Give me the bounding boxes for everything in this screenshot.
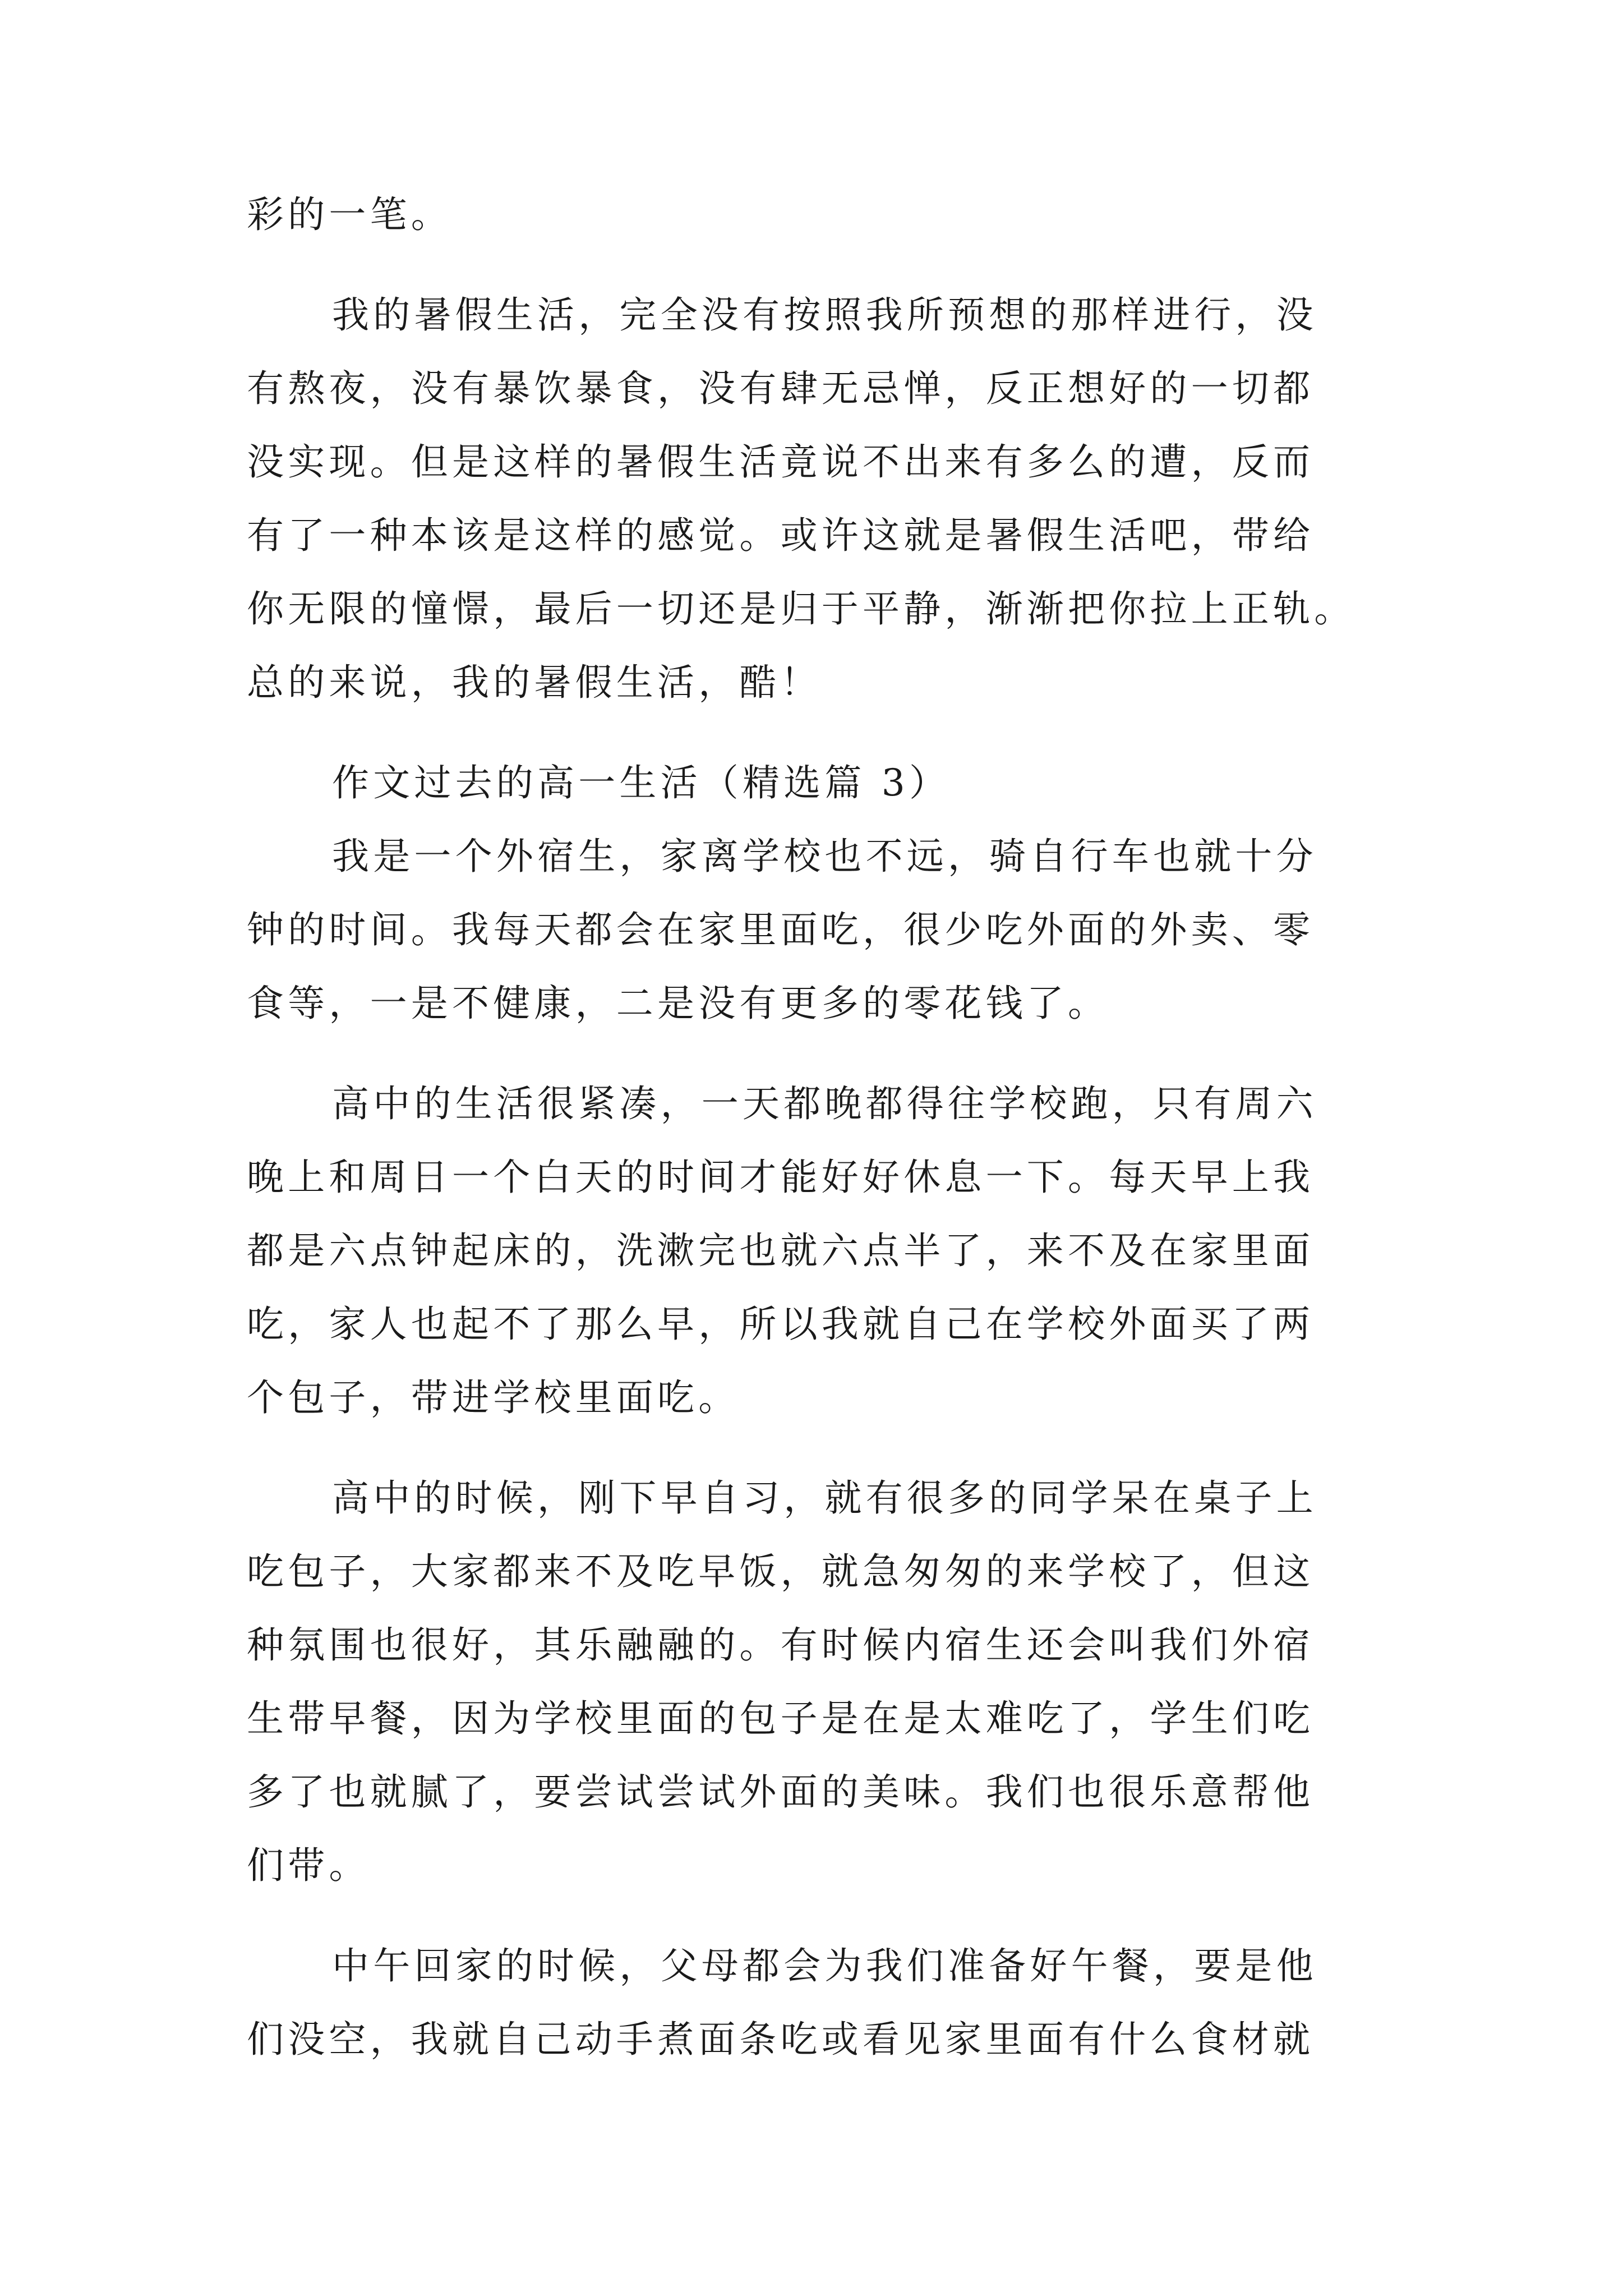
- text-line: 彩的一笔。: [247, 193, 452, 236]
- text-line: 吃，家人也起不了那么早，所以我就自己在学校外面买了两: [247, 1303, 1315, 1346]
- text-line: 多了也就腻了，要尝试尝试外面的美味。我们也很乐意帮他: [247, 1770, 1315, 1814]
- text-line: 总的来说，我的暑假生活，酷！: [247, 661, 822, 704]
- text-line: 高中的时候，刚下早自习，就有很多的同学呆在桌子上: [332, 1476, 1317, 1520]
- text-line: 种氛围也很好，其乐融融的。有时候内宿生还会叫我们外宿: [247, 1623, 1315, 1667]
- text-line: 吃包子，大家都来不及吃早饭，就急匆匆的来学校了，但这: [247, 1550, 1315, 1593]
- text-line: 食等，一是不健康，二是没有更多的零花钱了。: [247, 982, 1109, 1025]
- text-line: 们没空，我就自己动手煮面条吃或看见家里面有什么食材就: [247, 2018, 1315, 2061]
- text-line: 高中的生活很紧凑，一天都晚都得往学校跑，只有周六: [332, 1082, 1317, 1125]
- text-line: 没实现。但是这样的暑假生活竟说不出来有多么的遭，反而: [247, 440, 1315, 484]
- section-heading: 作文过去的高一生活（精选篇 3）: [332, 761, 951, 804]
- text-line: 我的暑假生活，完全没有按照我所预想的那样进行，没: [332, 293, 1317, 337]
- text-line: 你无限的憧憬，最后一切还是归于平静，渐渐把你拉上正轨。: [247, 587, 1355, 631]
- text-line: 生带早餐，因为学校里面的包子是在是太难吃了，学生们吃: [247, 1697, 1315, 1740]
- text-line: 有了一种本该是这样的感觉。或许这就是暑假生活吧，带给: [247, 514, 1315, 557]
- text-line: 中午回家的时候，父母都会为我们准备好午餐，要是他: [332, 1944, 1317, 1987]
- text-line: 都是六点钟起床的，洗漱完也就六点半了，来不及在家里面: [247, 1229, 1315, 1272]
- text-line: 们带。: [247, 1844, 370, 1887]
- text-line: 钟的时间。我每天都会在家里面吃，很少吃外面的外卖、零: [247, 908, 1315, 951]
- text-line: 有熬夜，没有暴饮暴食，没有肆无忌惮，反正想好的一切都: [247, 367, 1315, 410]
- text-line: 个包子，带进学校里面吃。: [247, 1376, 740, 1419]
- text-line: 我是一个外宿生，家离学校也不远，骑自行车也就十分: [332, 835, 1317, 878]
- text-line: 晚上和周日一个白天的时间才能好好休息一下。每天早上我: [247, 1156, 1315, 1199]
